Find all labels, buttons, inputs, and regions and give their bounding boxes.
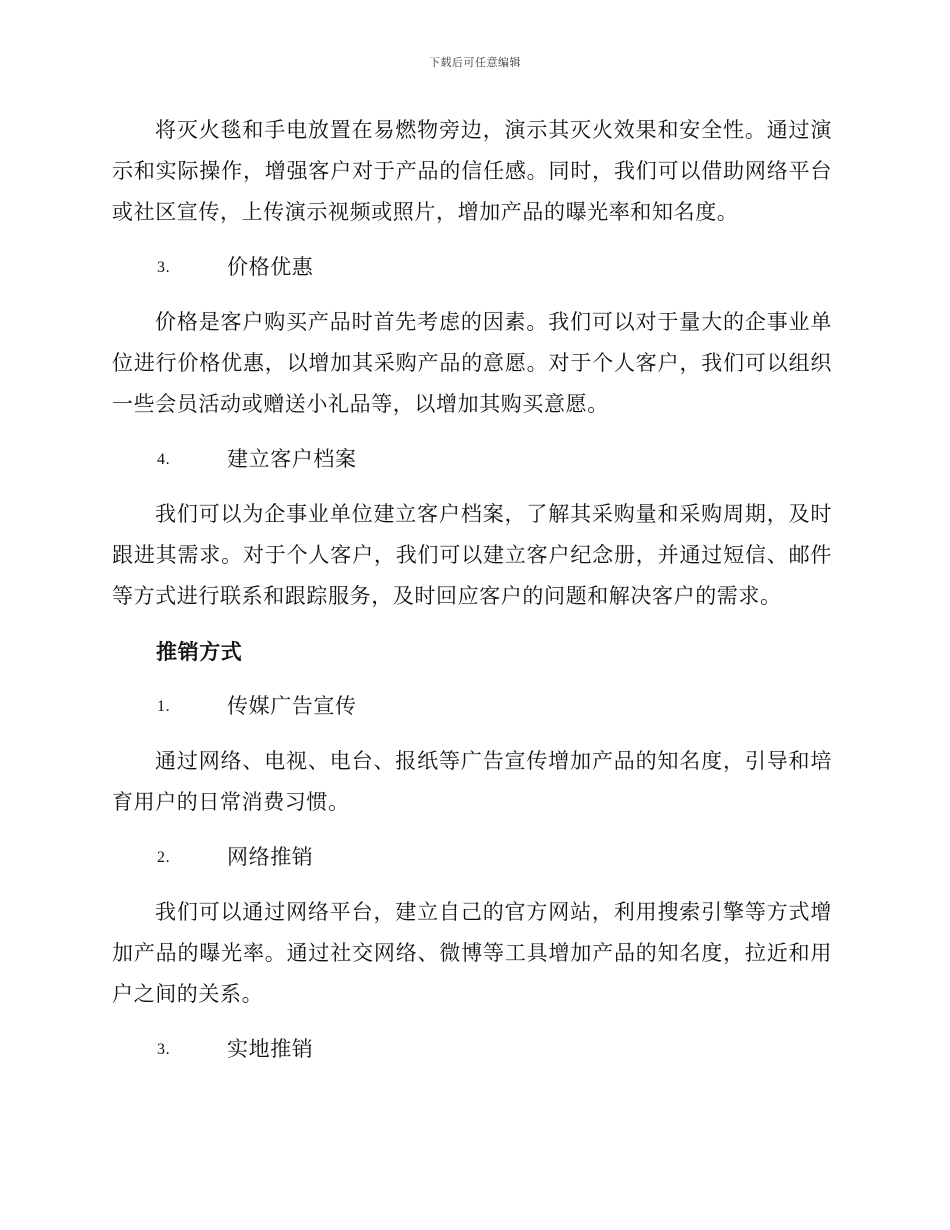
paragraph-online: 我们可以通过网络平台，建立自己的官方网站，利用搜索引擎等方式增加产品的曝光率。通过社交网络、微博等工具增加产品的知名度，拉近和用户之间的关系。 — [112, 900, 832, 1006]
document-body — [112, 110, 832, 1070]
list-item-number: 3. — [157, 1041, 171, 1058]
list-item-label: 建立客户档案 — [227, 447, 357, 471]
list-item-field-sales — [112, 1029, 832, 1070]
page-header: 下载后可任意编辑 — [429, 56, 521, 69]
paragraph-demo: 将灭火毯和手电放置在易燃物旁边，演示其灭火效果和安全性。通过演示和实际操作，增强客户对于产品的信任感。同时，我们可以借助网络平台或社区宣传，上传演示视频或照片，增加产品的曝光率和知名度。 — [112, 118, 832, 224]
list-item-number: 4. — [157, 451, 171, 468]
list-item-customer-records — [112, 439, 832, 480]
paragraph-records: 我们可以为企事业单位建立客户档案，了解其采购量和采购周期，及时跟进其需求。对于个人客户，我们可以建立客户纪念册，并通过短信、邮件等方式进行联系和跟踪服务，及时回应客户的问题和解决客户的需求。 — [112, 502, 832, 608]
list-item-number: 2. — [157, 849, 171, 866]
list-item-label: 传媒广告宣传 — [227, 694, 357, 718]
list-item-number: 3. — [157, 259, 171, 276]
list-item-label: 网络推销 — [227, 845, 314, 869]
list-item-label: 实地推销 — [227, 1037, 314, 1061]
list-item-number: 1. — [157, 698, 171, 715]
list-item-media-ads — [112, 686, 832, 727]
list-item-price-discount — [112, 247, 832, 288]
paragraph-price: 价格是客户购买产品时首先考虑的因素。我们可以对于量大的企事业单位进行价格优惠，以增加其采购产品的意愿。对于个人客户，我们可以组织一些会员活动或赠送小礼品等，以增加其购买意愿。 — [112, 310, 832, 416]
list-item-label: 价格优惠 — [227, 255, 314, 279]
section-heading: 推销方式 — [156, 639, 243, 664]
list-item-online-sales — [112, 837, 832, 878]
paragraph-media: 通过网络、电视、电台、报纸等广告宣传增加产品的知名度，引导和培育用户的日常消费习惯。 — [112, 749, 832, 814]
